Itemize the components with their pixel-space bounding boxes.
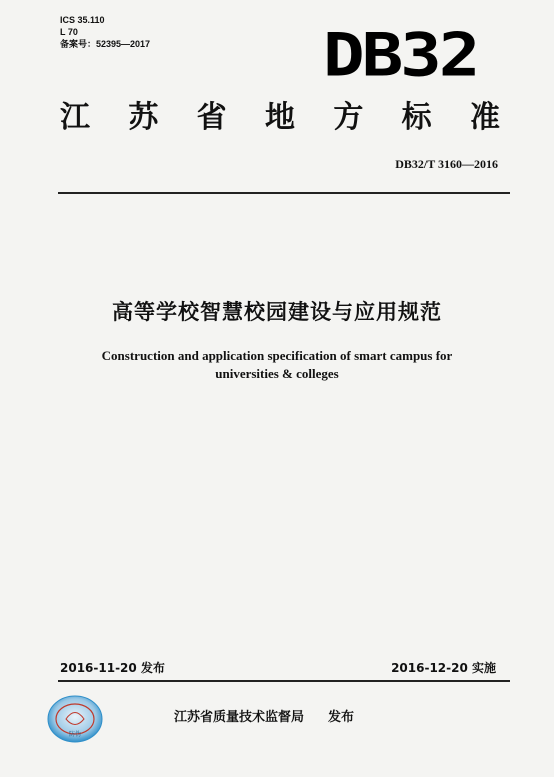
standard-type-heading bbox=[60, 100, 500, 136]
standard-type-char: 准 bbox=[469, 100, 500, 135]
title-chinese: 高等学校智慧校园建设与应用规范 bbox=[112, 300, 442, 324]
title-english-line: Construction and application specification of smart campus for bbox=[101, 348, 453, 363]
ccs-code: L 70 bbox=[60, 27, 78, 37]
anti-counterfeit-seal-icon bbox=[46, 694, 104, 744]
publisher-line bbox=[174, 706, 354, 725]
seal-graphic bbox=[46, 694, 104, 744]
top-divider bbox=[58, 192, 510, 194]
standard-type-char: 方 bbox=[333, 100, 364, 135]
seal-text: 防伪 bbox=[68, 731, 82, 738]
standard-type-char: 标 bbox=[401, 100, 432, 135]
db32-logo: DB32 bbox=[323, 20, 478, 90]
standard-type-char: 江 bbox=[60, 100, 90, 135]
title-english bbox=[0, 347, 554, 383]
standard-type-char: 地 bbox=[264, 100, 295, 135]
standard-type-char: 苏 bbox=[128, 100, 159, 135]
publish-date: 2016-11-20 发布 bbox=[60, 661, 165, 675]
publisher-name: 江苏省质量技术监督局 bbox=[174, 710, 305, 725]
record-number: 备案号：52395—2017 bbox=[60, 39, 151, 49]
publisher-action: 发布 bbox=[328, 710, 355, 725]
standard-number: DB32/T 3160—2016 bbox=[395, 157, 498, 171]
title-english-line: universities & colleges bbox=[215, 366, 339, 381]
classification-block bbox=[60, 14, 150, 50]
ics-code: ICS 35.110 bbox=[60, 15, 105, 25]
standard-type-char: 省 bbox=[196, 100, 227, 135]
implement-date: 2016-12-20 实施 bbox=[391, 661, 496, 675]
bottom-divider bbox=[58, 680, 510, 682]
